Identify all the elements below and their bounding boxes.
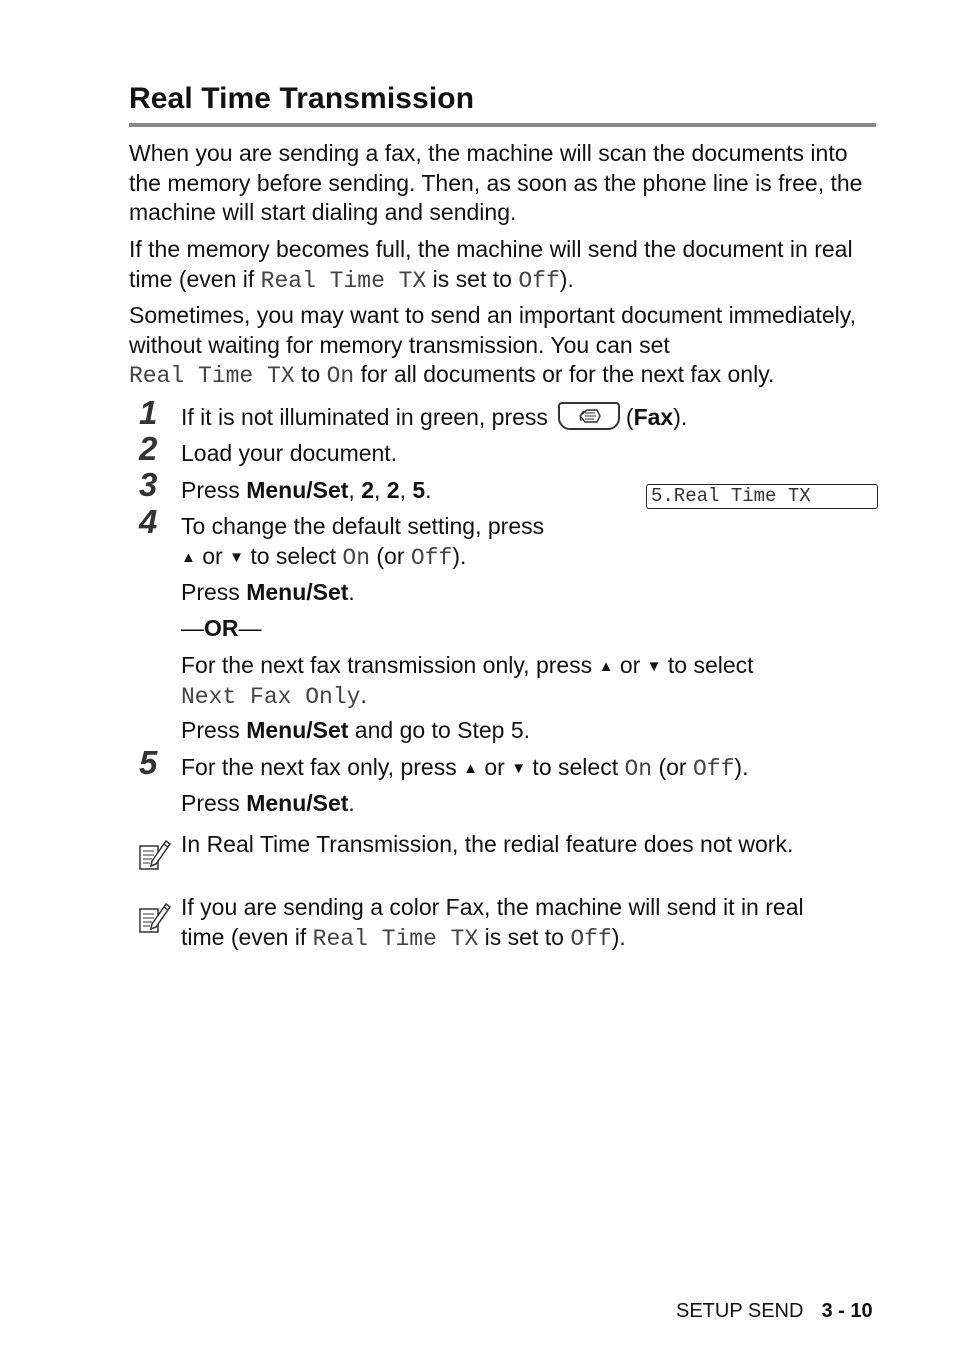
- step-text: to select: [661, 652, 754, 678]
- step-text: For the next fax transmission only, press: [181, 652, 599, 678]
- step-2: Load your document.: [181, 440, 398, 466]
- fax-label-paren: (: [625, 404, 634, 430]
- down-arrow-icon: ▼: [511, 760, 527, 777]
- page-footer: [676, 1300, 873, 1323]
- step-text: and go to Step 5.: [348, 717, 531, 743]
- step-number: 3: [139, 466, 158, 503]
- step-4-alt-line2: [181, 681, 881, 713]
- digit-key: 5: [412, 477, 426, 503]
- step-4-press-goto: [181, 716, 881, 746]
- step-text: Press: [181, 477, 247, 503]
- p3-text: for all documents or for the next fax only.: [354, 361, 775, 387]
- step-text: If it is not illuminated in green, press: [181, 404, 548, 430]
- down-arrow-icon: ▼: [646, 658, 662, 675]
- setting-value: Next Fax Only: [181, 684, 361, 710]
- menu-set-key: Menu/Set: [246, 579, 349, 605]
- setting-name: Real Time TX: [260, 267, 427, 294]
- step-text: .: [360, 682, 367, 708]
- step-number: 4: [139, 503, 158, 540]
- step-number: 2: [139, 430, 158, 467]
- setting-value: Off: [518, 267, 560, 294]
- setting-value: On: [342, 545, 370, 571]
- step-text: .: [348, 579, 355, 605]
- up-arrow-icon: ▲: [181, 549, 196, 566]
- setting-value: Off: [692, 756, 735, 782]
- step-text: Press: [181, 790, 247, 816]
- p3-text: Sometimes, you may want to send an important document immediately, without waiting for memory transmission. You can set: [129, 302, 856, 358]
- step-text: to select: [243, 543, 343, 569]
- step-5-line1: [181, 753, 881, 785]
- lcd-display: 5.Real Time TX: [646, 484, 878, 509]
- step-text: Press: [181, 579, 247, 605]
- p2-text: ).: [559, 265, 574, 292]
- footer-section: SETUP SEND: [676, 1300, 804, 1322]
- step-text: ,: [348, 477, 362, 503]
- note-redial: In Real Time Transmission, the redial feature does not work.: [181, 831, 794, 857]
- step-text: or: [613, 652, 647, 678]
- step-text: to select: [526, 754, 625, 780]
- setting-name: Real Time TX: [129, 363, 295, 389]
- important-doc-paragraph: [129, 301, 877, 392]
- menu-set-key: Menu/Set: [246, 477, 349, 503]
- step-number: 1: [139, 394, 158, 431]
- step-4-line1: To change the default setting, press: [181, 513, 545, 539]
- up-arrow-icon: ▲: [463, 760, 478, 777]
- menu-set-key: Menu/Set: [246, 717, 349, 743]
- note-text: ).: [611, 923, 626, 950]
- title-divider: [129, 123, 876, 127]
- or-separator: [181, 614, 881, 644]
- p2-text: is set to: [426, 265, 519, 292]
- step-text: For the next fax only, press: [181, 754, 464, 780]
- intro-paragraph: When you are sending a fax, the machine will scan the documents into the memory before sending. Then, as soon as the phone line is free, the machine will start dialing and sending.: [129, 140, 863, 225]
- or-dash: —: [238, 615, 262, 641]
- setting-value: Off: [410, 545, 453, 571]
- or-dash: —: [181, 615, 204, 641]
- step-4-alt-line1: [181, 651, 881, 682]
- note-text: is set to: [478, 923, 571, 950]
- step-text: ,: [374, 477, 387, 503]
- note-color-fax: [181, 893, 881, 954]
- step-text: (or: [370, 543, 411, 569]
- fax-label-paren: ).: [673, 404, 688, 430]
- down-arrow-icon: ▼: [229, 549, 244, 566]
- pencil-note-icon: [134, 836, 172, 874]
- p3-text: to: [294, 361, 327, 387]
- step-4-press: [181, 578, 881, 608]
- note-text: If you are sending a color Fax, the machine will send it in real: [181, 894, 804, 920]
- memory-full-paragraph: [129, 235, 877, 296]
- step-1: [181, 403, 881, 433]
- step-text: Press: [181, 717, 247, 743]
- pencil-note-icon: [134, 899, 172, 937]
- setting-value: Off: [570, 925, 612, 952]
- digit-key: 2: [386, 477, 400, 503]
- menu-set-key: Menu/Set: [246, 790, 349, 816]
- step-text: .: [425, 477, 432, 503]
- page-title: Real Time Transmission: [129, 82, 475, 115]
- setting-name: Real Time TX: [312, 925, 479, 952]
- up-arrow-icon: ▲: [598, 658, 614, 675]
- step-number: 5: [139, 744, 158, 781]
- step-5-press: [181, 789, 881, 819]
- step-text: (or: [652, 754, 693, 780]
- note-text: time (even if: [181, 923, 313, 950]
- digit-key: 2: [361, 477, 374, 503]
- step-text: .: [348, 790, 355, 816]
- step-text: or: [195, 543, 230, 569]
- or-word: OR: [204, 615, 239, 641]
- setting-value: On: [624, 756, 653, 782]
- step-4-line2: [181, 542, 881, 574]
- step-text: ).: [452, 543, 467, 569]
- p2-text: If the memory becomes full, the machine will send the document in real time (even if: [129, 236, 853, 292]
- step-text: ,: [399, 477, 413, 503]
- setting-value: On: [326, 363, 355, 389]
- step-text: ).: [734, 754, 749, 780]
- step-text: or: [477, 754, 512, 780]
- fax-key-label: Fax: [633, 404, 674, 430]
- fax-key-icon: [558, 402, 620, 430]
- page-number: 3 - 10: [821, 1300, 873, 1322]
